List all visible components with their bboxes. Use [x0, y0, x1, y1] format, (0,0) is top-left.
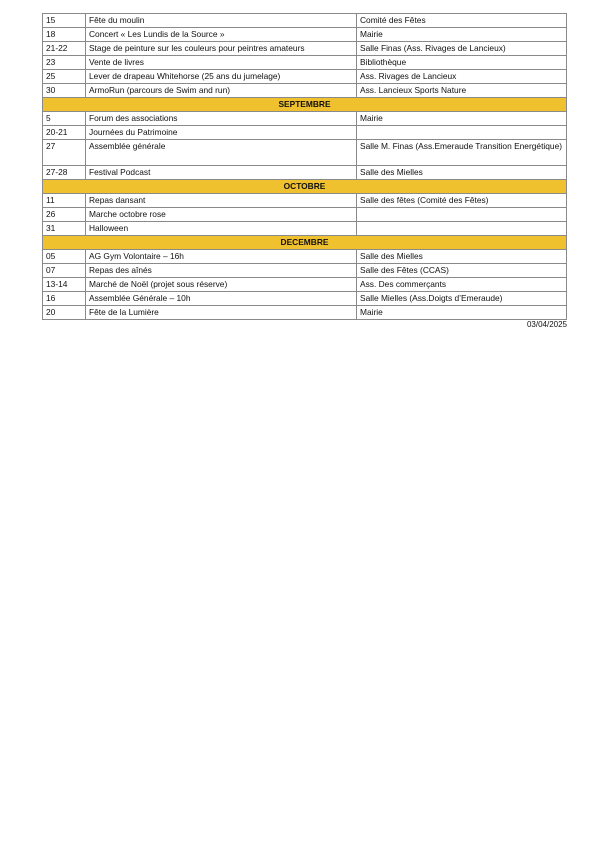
- event-place-cell: Salle des Mielles: [357, 166, 567, 180]
- table-row: [43, 250, 567, 264]
- event-name-cell: Repas dansant: [86, 194, 357, 208]
- event-place-cell: Salle des Fêtes (CCAS): [357, 264, 567, 278]
- table-row: [43, 28, 567, 42]
- event-date-cell: 15: [43, 14, 86, 28]
- event-place-cell: Salle M. Finas (Ass.Emeraude Transition Energétique): [357, 140, 567, 166]
- event-name-cell: Concert « Les Lundis de la Source »: [86, 28, 357, 42]
- event-name-cell: AG Gym Volontaire – 16h: [86, 250, 357, 264]
- event-name-cell: Marché de Noël (projet sous réserve): [86, 278, 357, 292]
- event-name-cell: Fête du moulin: [86, 14, 357, 28]
- event-place-cell: Bibliothèque: [357, 56, 567, 70]
- event-name-cell: Stage de peinture sur les couleurs pour peintres amateurs: [86, 42, 357, 56]
- table-row: [43, 194, 567, 208]
- event-name-cell: Vente de livres: [86, 56, 357, 70]
- events-table: [42, 13, 567, 320]
- event-date-cell: 07: [43, 264, 86, 278]
- table-row: [43, 208, 567, 222]
- table-row: [43, 70, 567, 84]
- event-place-cell: Ass. Des commerçants: [357, 278, 567, 292]
- table-row: [43, 84, 567, 98]
- event-name-cell: Fête de la Lumière: [86, 306, 357, 320]
- event-name-cell: Halloween: [86, 222, 357, 236]
- table-row: [43, 306, 567, 320]
- event-date-cell: 16: [43, 292, 86, 306]
- event-date-cell: 11: [43, 194, 86, 208]
- event-place-cell: Mairie: [357, 112, 567, 126]
- table-row: [43, 264, 567, 278]
- event-place-cell: Comité des Fêtes: [357, 14, 567, 28]
- event-place-cell: Mairie: [357, 28, 567, 42]
- event-name-cell: Assemblée générale: [86, 140, 357, 166]
- table-row: [43, 112, 567, 126]
- event-date-cell: 27: [43, 140, 86, 166]
- event-date-cell: 27-28: [43, 166, 86, 180]
- table-row: [43, 56, 567, 70]
- event-place-cell: [357, 208, 567, 222]
- event-place-cell: Salle des fêtes (Comité des Fêtes): [357, 194, 567, 208]
- table-row: [43, 14, 567, 28]
- month-header-row: [43, 180, 567, 194]
- event-name-cell: Assemblée Générale – 10h: [86, 292, 357, 306]
- event-name-cell: Festival Podcast: [86, 166, 357, 180]
- month-header-row: [43, 236, 567, 250]
- event-date-cell: 13-14: [43, 278, 86, 292]
- event-date-cell: 05: [43, 250, 86, 264]
- event-place-cell: Ass. Lancieux Sports Nature: [357, 84, 567, 98]
- event-place-cell: Salle des Mielles: [357, 250, 567, 264]
- month-header: SEPTEMBRE: [43, 98, 567, 112]
- table-row: [43, 166, 567, 180]
- document-date: 03/04/2025: [526, 320, 567, 329]
- table-row: [43, 126, 567, 140]
- document-page: [42, 13, 567, 329]
- event-place-cell: [357, 222, 567, 236]
- table-row: [43, 292, 567, 306]
- month-header: OCTOBRE: [43, 180, 567, 194]
- event-place-cell: Mairie: [357, 306, 567, 320]
- event-name-cell: Lever de drapeau Whitehorse (25 ans du jumelage): [86, 70, 357, 84]
- event-name-cell: Repas des aînés: [86, 264, 357, 278]
- event-date-cell: 25: [43, 70, 86, 84]
- month-header-row: [43, 98, 567, 112]
- event-place-cell: [357, 126, 567, 140]
- event-date-cell: 20-21: [43, 126, 86, 140]
- table-row: [43, 222, 567, 236]
- event-place-cell: Ass. Rivages de Lancieux: [357, 70, 567, 84]
- table-row: [43, 278, 567, 292]
- event-name-cell: Marche octobre rose: [86, 208, 357, 222]
- table-row: [43, 42, 567, 56]
- event-name-cell: Forum des associations: [86, 112, 357, 126]
- event-date-cell: 23: [43, 56, 86, 70]
- event-name-cell: ArmoRun (parcours de Swim and run): [86, 84, 357, 98]
- table-row: [43, 140, 567, 166]
- event-date-cell: 18: [43, 28, 86, 42]
- event-place-cell: Salle Mielles (Ass.Doigts d’Emeraude): [357, 292, 567, 306]
- event-date-cell: 31: [43, 222, 86, 236]
- event-name-cell: Journées du Patrimoine: [86, 126, 357, 140]
- event-place-cell: Salle Finas (Ass. Rivages de Lancieux): [357, 42, 567, 56]
- event-date-cell: 26: [43, 208, 86, 222]
- event-date-cell: 21-22: [43, 42, 86, 56]
- month-header: DECEMBRE: [43, 236, 567, 250]
- event-date-cell: 20: [43, 306, 86, 320]
- event-date-cell: 30: [43, 84, 86, 98]
- event-date-cell: 5: [43, 112, 86, 126]
